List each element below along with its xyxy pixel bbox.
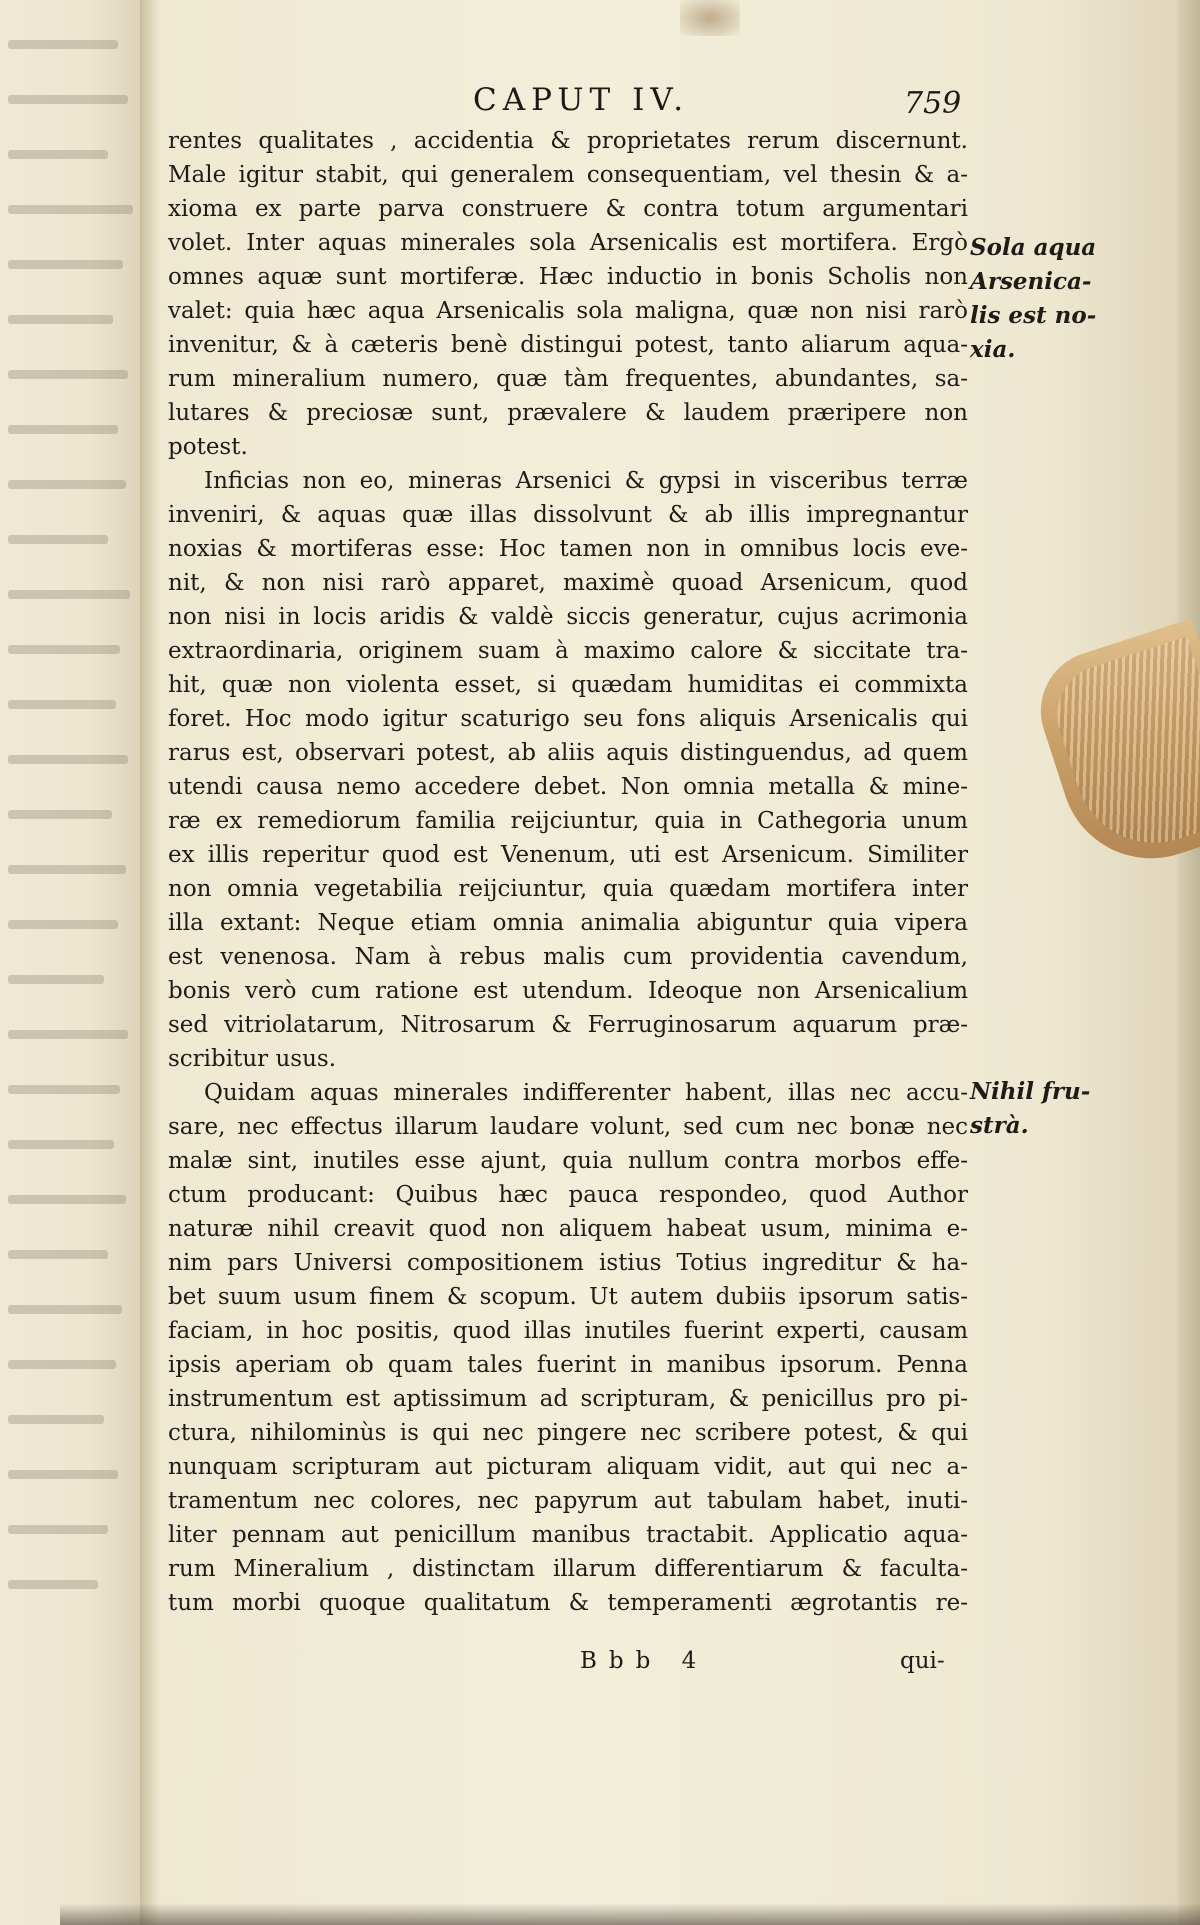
text-line: hit, quæ non violenta esset, si quædam humiditas ei commixta [168,672,968,698]
page-number: 759 [904,86,962,121]
bleed-text-line [8,1580,98,1589]
bleed-text-line [8,975,104,984]
text-line: rarus est, observari potest, ab aliis aquis distinguendus, ad quem [168,740,968,766]
text-line: valet: quia hæc aqua Arsenicalis sola maligna, quæ non nisi rarò [168,298,968,324]
bleed-text-line [8,1470,118,1479]
paragraph-first-line: Inficias non eo, mineras Arsenici & gypsi in visceribus terræ [204,468,968,494]
margin-note: xia. [970,336,1016,363]
margin-note: strà. [970,1112,1029,1139]
text-line: non omnia vegetabilia reijciuntur, quia quædam mortifera inter [168,876,968,902]
text-line: potest. [168,434,248,460]
bleed-text-line [8,645,120,654]
text-line: instrumentum est aptissimum ad scripturam, & penicillus pro pi- [168,1386,968,1412]
text-line: rentes qualitates , accidentia & proprietates rerum discernunt. [168,128,968,154]
bleed-text-line [8,1030,128,1039]
text-line: malæ sint, inutiles esse ajunt, quia nullum contra morbos effe- [168,1148,968,1174]
bleed-text-line [8,1140,114,1149]
bleed-text-line [8,1305,122,1314]
text-line: ex illis reperitur quod est Venenum, uti est Arsenicum. Similiter [168,842,968,868]
text-line: extraordinaria, originem suam à maximo calore & siccitate tra- [168,638,968,664]
text-line: sare, nec effectus illarum laudare volunt, sed cum nec bonæ nec [168,1114,968,1140]
text-line: tramentum nec colores, nec papyrum aut tabulam habet, inuti- [168,1488,968,1514]
text-line: est venenosa. Nam à rebus malis cum providentia cavendum, [168,944,968,970]
text-line: non nisi in locis aridis & valdè siccis generatur, cujus acrimonia [168,604,968,630]
text-line: Male igitur stabit, qui generalem consequentiam, vel thesin & a- [168,162,968,188]
text-line: ctum producant: Quibus hæc pauca respondeo, quod Author [168,1182,968,1208]
text-line: ctura, nihilominùs is qui nec pingere nec scribere potest, & qui [168,1420,968,1446]
text-line: rum Mineralium , distinctam illarum differentiarum & faculta- [168,1556,968,1582]
text-line: lutares & preciosæ sunt, prævalere & laudem præripere non [168,400,968,426]
signature-mark: Bbb 4 [580,1648,709,1674]
bleed-text-line [8,1195,126,1204]
text-line: illa extant: Neque etiam omnia animalia abiguntur quia vipera [168,910,968,936]
paper-stain [680,0,740,36]
bleed-text-line [8,810,112,819]
page-footer [168,1648,968,1682]
catchword: qui- [900,1648,945,1674]
text-line: scribitur usus. [168,1046,337,1072]
running-title: CAPUT IV. [473,82,690,118]
bleed-text-line [8,590,130,599]
bleed-text-line [8,1415,104,1424]
bleed-text-line [8,1250,108,1259]
text-line: ipsis aperiam ob quam tales fuerint in manibus ipsorum. Penna [168,1352,968,1378]
page-header [168,82,968,126]
bleed-text-line [8,95,128,104]
text-line: nunquam scripturam aut picturam aliquam vidit, aut qui nec a- [168,1454,968,1480]
text-line: naturæ nihil creavit quod non aliquem habeat usum, minima e- [168,1216,968,1242]
bleed-text-line [8,150,108,159]
bleed-text-line [8,425,118,434]
text-line: xioma ex parte parva construere & contra totum argumentari [168,196,968,222]
text-line: faciam, in hoc positis, quod illas inutiles fuerint experti, causam [168,1318,968,1344]
bleed-text-line [8,260,123,269]
text-line: nit, & non nisi rarò apparet, maximè quoad Arsenicum, quod [168,570,968,596]
bleed-text-line [8,755,128,764]
text-line: foret. Hoc modo igitur scaturigo seu fons aliquis Arsenicalis qui [168,706,968,732]
bleed-text-line [8,535,108,544]
text-line: invenitur, & à cæteris benè distingui potest, tanto aliarum aqua- [168,332,968,358]
bottom-shadow [60,1903,1200,1925]
bleed-text-line [8,315,113,324]
paragraph-first-line: Quidam aquas minerales indifferenter habent, illas nec accu- [204,1080,968,1106]
text-line: noxias & mortiferas esse: Hoc tamen non in omnibus locis eve- [168,536,968,562]
margin-note: Nihil fru- [970,1078,1091,1105]
bleed-text-line [8,1360,116,1369]
bleed-text-line [8,40,118,49]
text-line: volet. Inter aquas minerales sola Arsenicalis est mortifera. Ergò [168,230,968,256]
bleed-text-line [8,865,126,874]
text-line: bonis verò cum ratione est utendum. Ideoque non Arsenicalium [168,978,968,1004]
text-line: tum morbi quoque qualitatum & temperamenti ægrotantis re- [168,1590,968,1616]
bleed-text-line [8,370,128,379]
bleed-text-line [8,1525,108,1534]
bleed-text-line [8,920,118,929]
margin-note: Arsenica- [970,268,1092,295]
text-line: nim pars Universi compositionem istius Totius ingreditur & ha- [168,1250,968,1276]
facing-page-bleed [0,0,150,1925]
bleed-text-line [8,700,116,709]
text-line: inveniri, & aquas quæ illas dissolvunt & ab illis impregnantur [168,502,968,528]
bleed-text-line [8,205,133,214]
text-line: bet suum usum finem & scopum. Ut autem dubiis ipsorum satis- [168,1284,968,1310]
page-edge [1178,0,1200,1925]
text-line: omnes aquæ sunt mortiferæ. Hæc inductio in bonis Scholis non [168,264,968,290]
bleed-text-line [8,480,126,489]
bleed-text-line [8,1085,120,1094]
text-line: liter pennam aut penicillum manibus tractabit. Applicatio aqua- [168,1522,968,1548]
text-line: utendi causa nemo accedere debet. Non omnia metalla & mine- [168,774,968,800]
body-text [168,124,968,1620]
text-line: rum mineralium numero, quæ tàm frequentes, abundantes, sa- [168,366,968,392]
text-line: sed vitriolatarum, Nitrosarum & Ferruginosarum aquarum præ- [168,1012,968,1038]
margin-note: lis est no- [970,302,1097,329]
text-line: ræ ex remediorum familia reijciuntur, quia in Cathegoria unum [168,808,968,834]
margin-note: Sola aqua [970,234,1097,261]
